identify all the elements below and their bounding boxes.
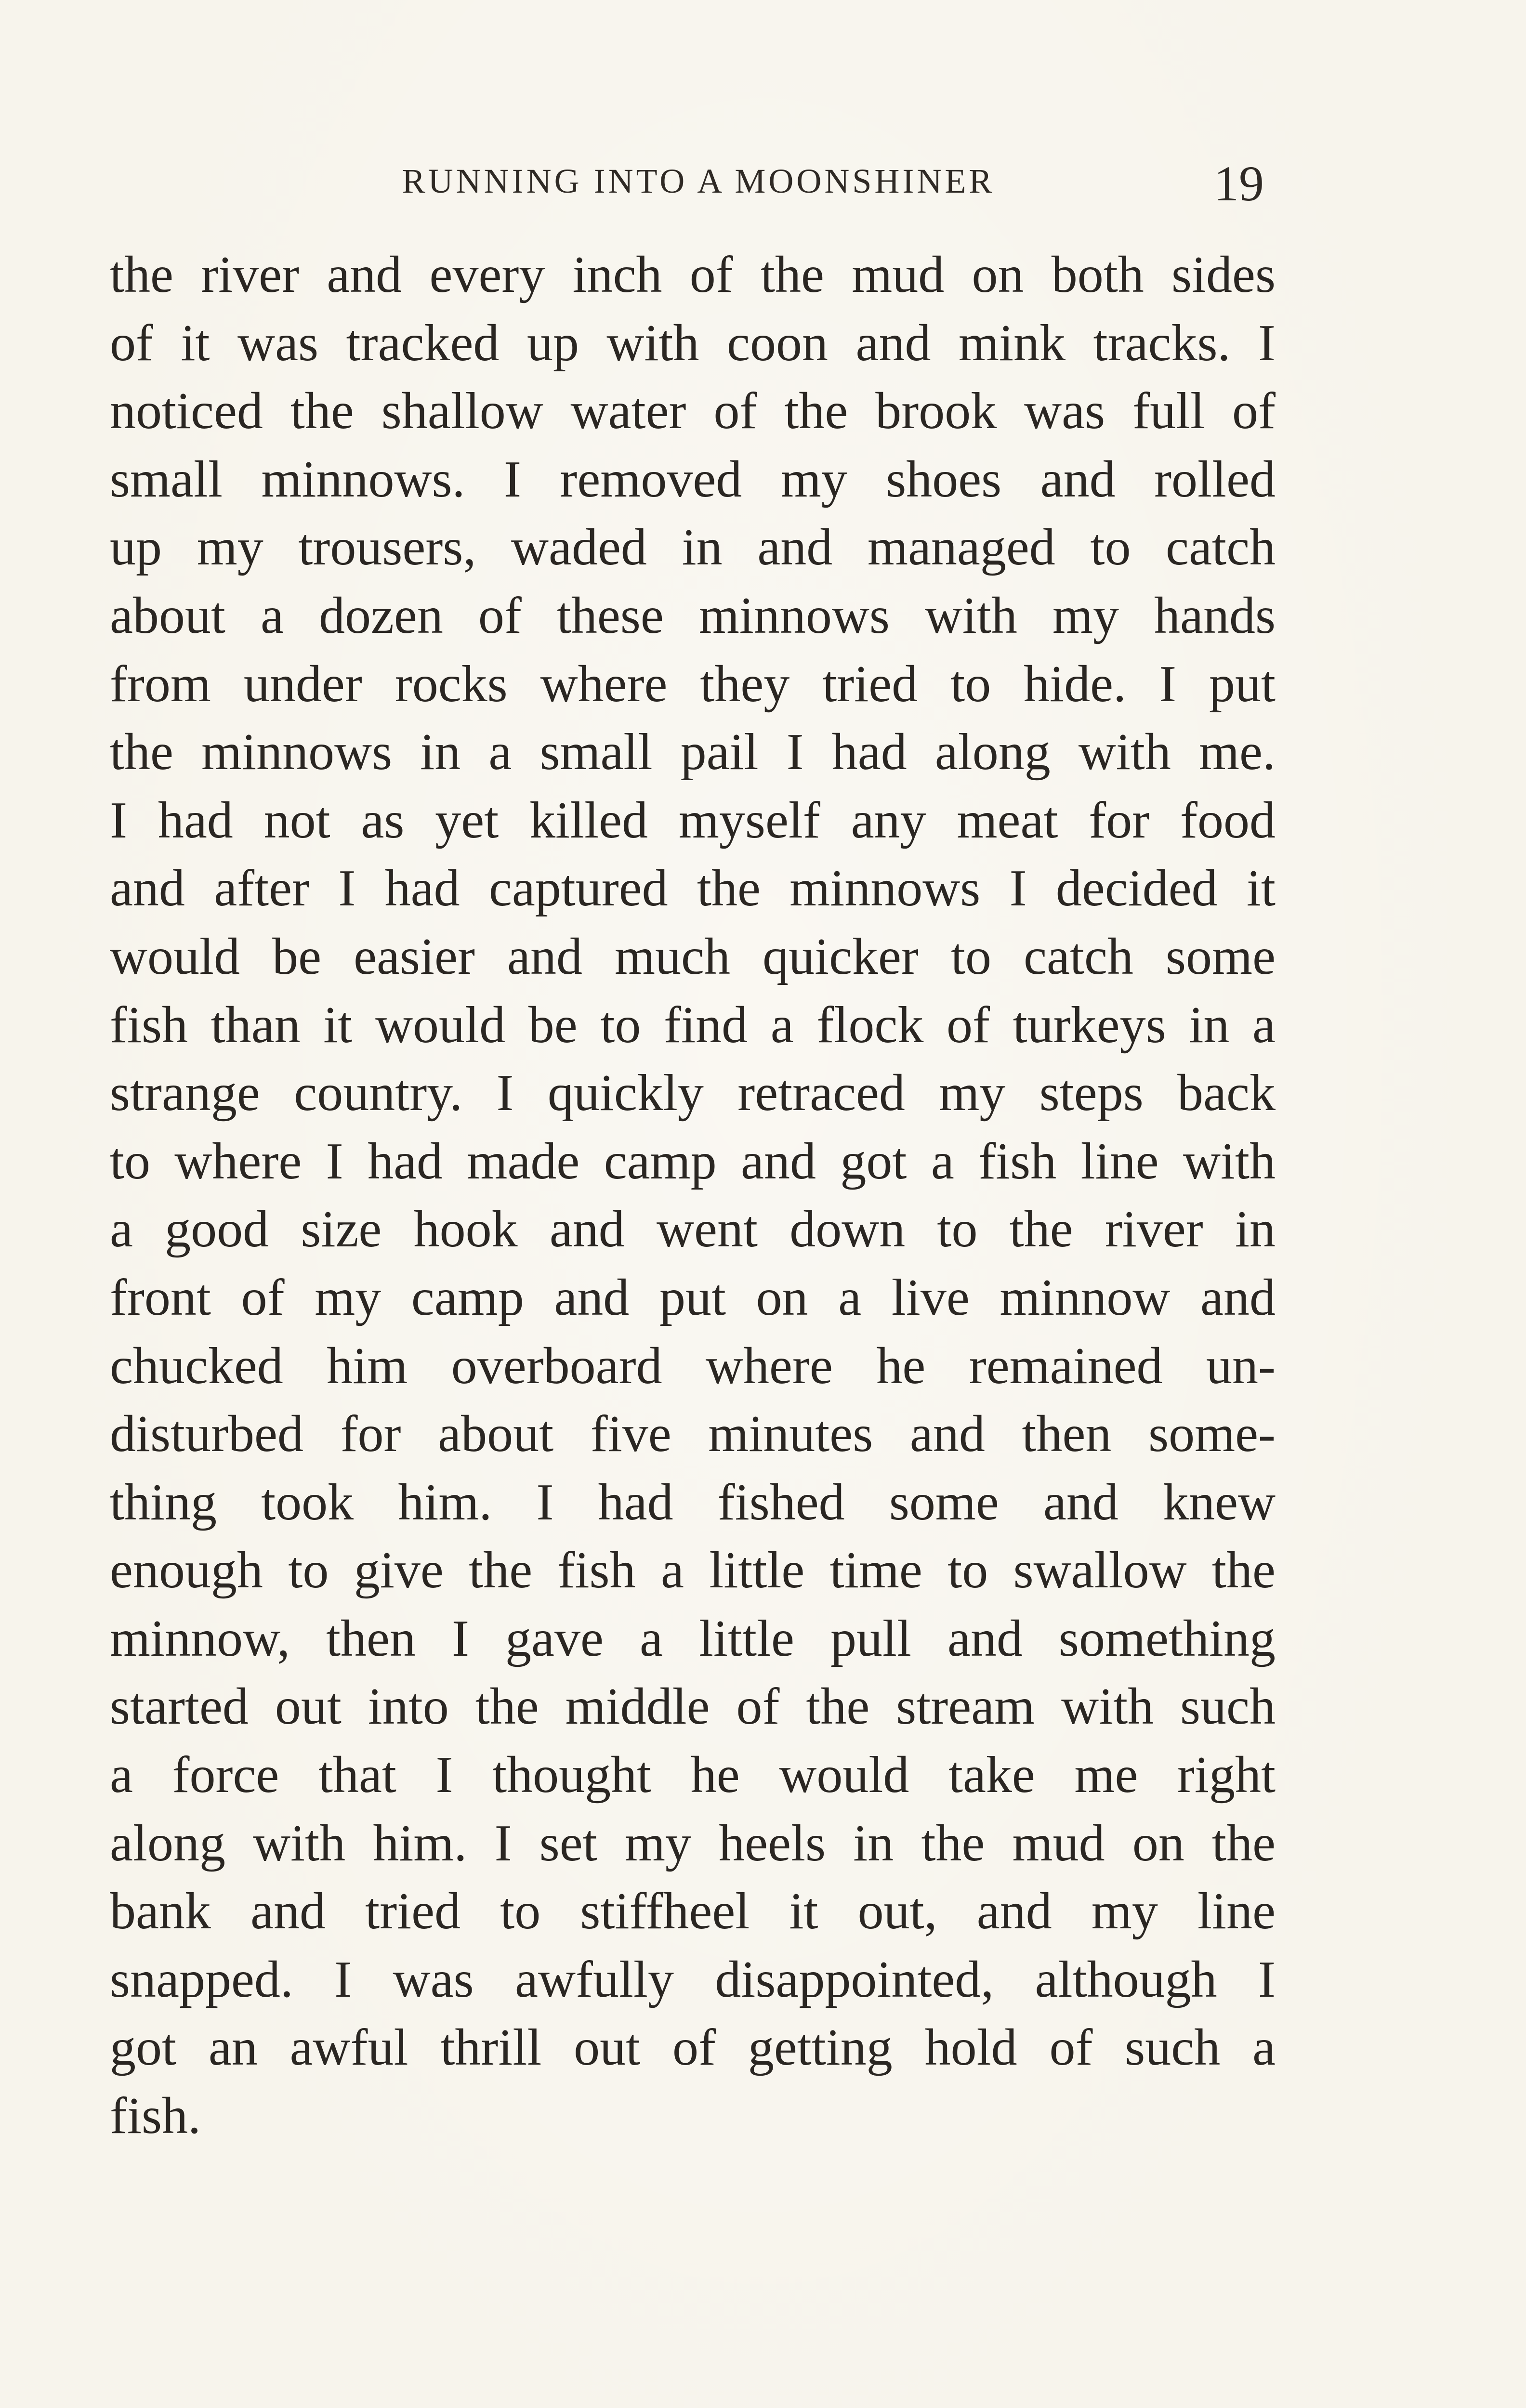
text-line: thing took him. I had fished some and knew (110, 1473, 1276, 1531)
text-line: fish than it would be to find a flock of turkeys in a (110, 996, 1276, 1054)
text-line: about a dozen of these minnows with my hands (110, 587, 1276, 644)
running-head-title: RUNNING INTO A MOONSHINER (402, 162, 995, 200)
text-line: snapped. I was awfully disappointed, although I (110, 1950, 1276, 2008)
text-line: of it was tracked up with coon and mink tracks. I (110, 314, 1276, 372)
text-line: along with him. I set my heels in the mud on the (110, 1814, 1276, 1872)
text-line: chucked him overboard where he remained un- (110, 1337, 1276, 1395)
text-line: bank and tried to stiffheel it out, and my line (110, 1883, 1276, 1940)
text-line: noticed the shallow water of the brook was full of (110, 382, 1276, 440)
text-line: got an awful thrill out of getting hold of such a (110, 2019, 1276, 2077)
text-line: enough to give the fish a little time to swallow the (110, 1542, 1276, 1599)
text-line: the river and every inch of the mud on both sides (110, 246, 1276, 303)
text-line: up my trousers, waded in and managed to catch (110, 519, 1276, 576)
text-line: the minnows in a small pail I had along with me. (110, 723, 1276, 781)
text-line: started out into the middle of the stream with such (110, 1678, 1276, 1736)
text-line: disturbed for about five minutes and then some- (110, 1405, 1276, 1463)
text-line: and after I had captured the minnows I decided it (110, 860, 1276, 917)
text-line: a good size hook and went down to the river in (110, 1201, 1276, 1258)
text-line: from under rocks where they tried to hide. I put (110, 655, 1276, 713)
text-line-last: fish. (110, 2087, 201, 2145)
body-text (110, 241, 1276, 2150)
text-line: I had not as yet killed myself any meat for food (110, 791, 1276, 849)
text-line: minnow, then I gave a little pull and something (110, 1610, 1276, 1667)
text-line: strange country. I quickly retraced my steps back (110, 1064, 1276, 1122)
text-line: would be easier and much quicker to catch some (110, 928, 1276, 985)
text-line: small minnows. I removed my shoes and rolled (110, 450, 1276, 508)
text-line: a force that I thought he would take me right (110, 1746, 1276, 1804)
text-line: to where I had made camp and got a fish line with (110, 1132, 1276, 1190)
text-line: front of my camp and put on a live minnow and (110, 1269, 1276, 1326)
page-number: 19 (1214, 156, 1264, 211)
